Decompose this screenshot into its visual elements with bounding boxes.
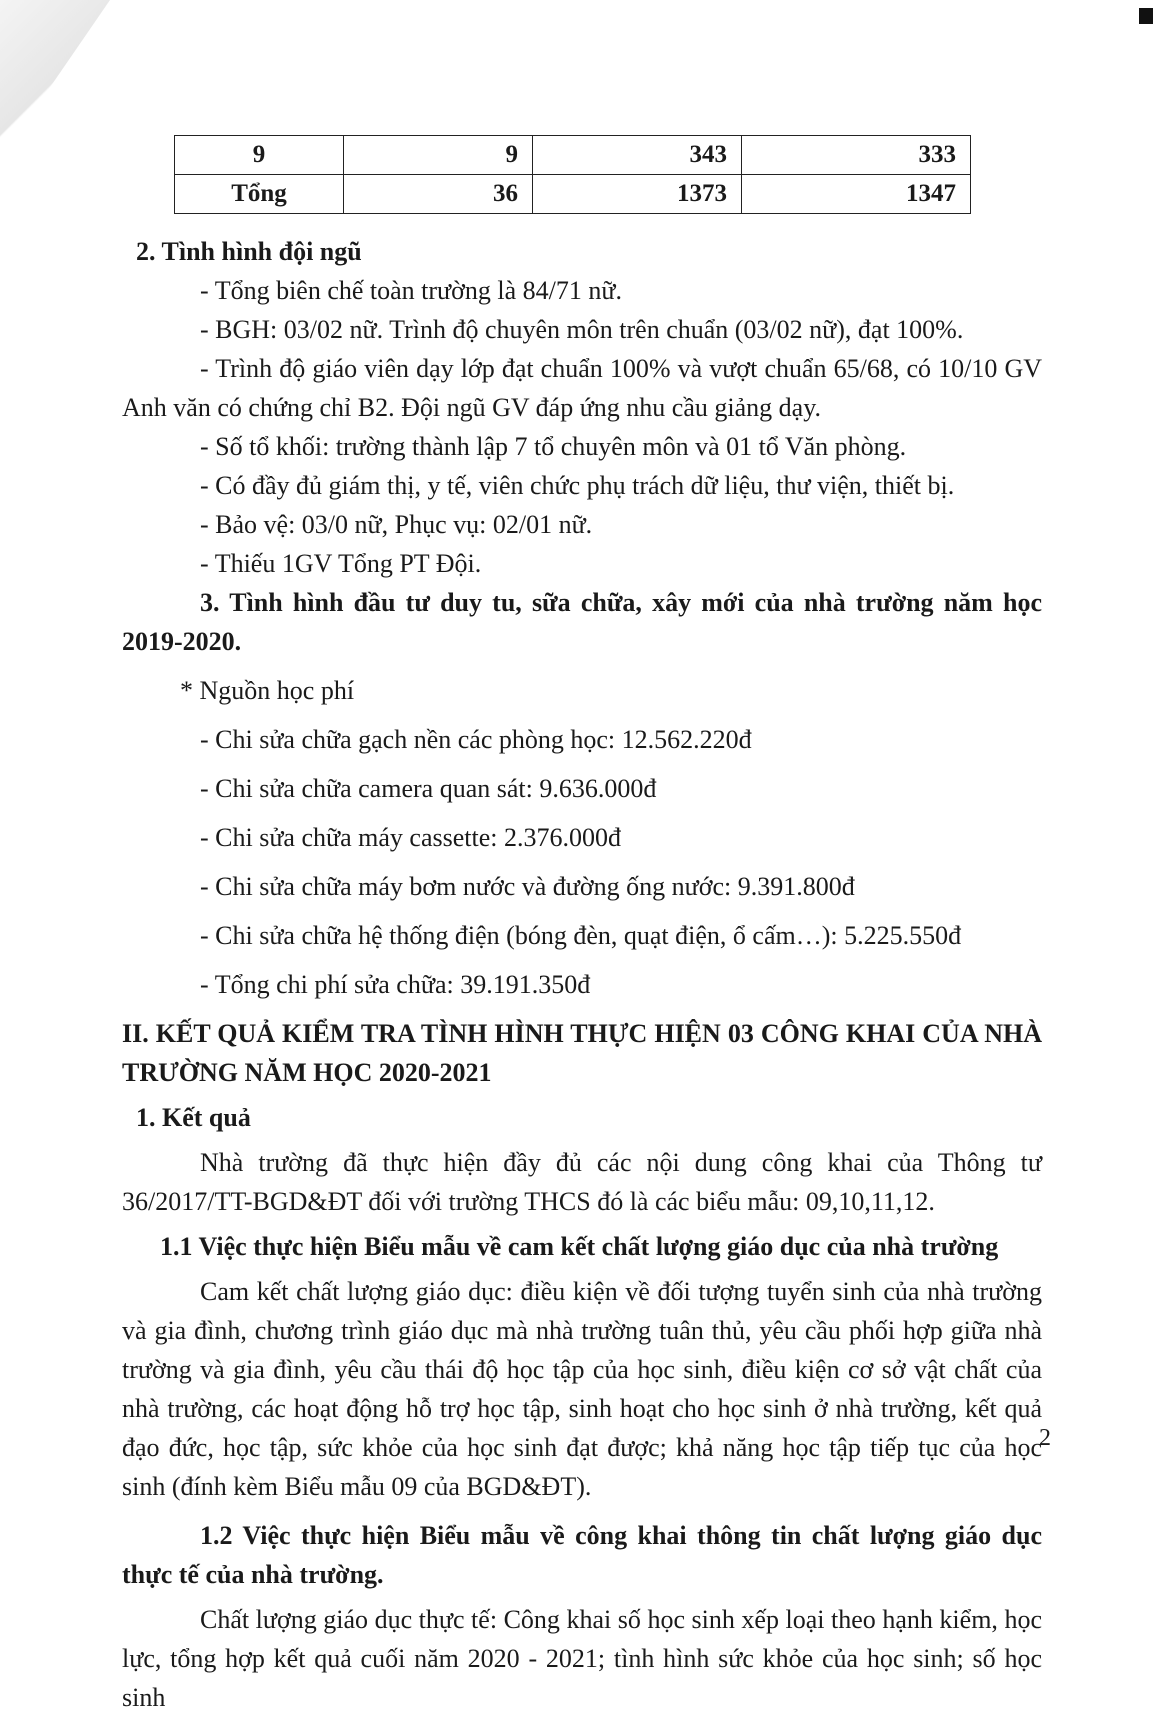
- list-item: - Tổng chi phí sửa chữa: 39.191.350đ: [200, 970, 591, 999]
- table-cell: 9: [344, 136, 533, 175]
- paragraph: Cam kết chất lượng giáo dục: điều kiện về đối tượng tuyển sinh của nhà trường và gia đình, chương trình giáo dục mà nhà trường tuân thủ, yêu cầu phối hợp giữa nhà trường và gia đình, yêu cầu thái độ học tập của học sinh, điều kiện cơ sở vật chất của nhà trường, các hoạt động hỗ trợ học tập, sinh hoạt cho học sinh ở nhà trường, kết quả đạo đức, học tập, sức khỏe của học sinh đạt được; khả năng học tập tiếp tục của học sinh (đính kèm Biểu mẫu 09 của BGD&ĐT).: [122, 1277, 1042, 1501]
- table-cell: 343: [533, 136, 742, 175]
- table-cell: 333: [742, 136, 971, 175]
- table-cell: 9: [175, 136, 344, 175]
- list-item: - Bảo vệ: 03/0 nữ, Phục vụ: 02/01 nữ.: [200, 510, 593, 539]
- grade-summary-table: [174, 135, 971, 214]
- paragraph: Nhà trường đã thực hiện đầy đủ các nội dung công khai của Thông tư 36/2017/TT-BGD&ĐT đối với trường THCS đó là các biểu mẫu: 09,10,11,12.: [122, 1148, 1042, 1216]
- list-item: - Chi sửa chữa gạch nền các phòng học: 12.562.220đ: [200, 725, 752, 754]
- list-item: - Tổng biên chế toàn trường là 84/71 nữ.: [200, 276, 622, 305]
- document-body: [122, 232, 1042, 1717]
- source-label: * Nguồn học phí: [180, 676, 355, 705]
- table-cell: 1373: [533, 175, 742, 214]
- list-item: - Chi sửa chữa máy cassette: 2.376.000đ: [200, 823, 621, 852]
- list-item: - Thiếu 1GV Tổng PT Đội.: [200, 549, 482, 578]
- table-row: [175, 175, 971, 214]
- list-item: - Trình độ giáo viên dạy lớp đạt chuẩn 100% và vượt chuẩn 65/68, có 10/10 GV Anh văn có chứng chỉ B2. Đội ngũ GV đáp ứng nhu cầu giảng dạy.: [122, 354, 1042, 422]
- paragraph: Chất lượng giáo dục thực tế: Công khai số học sinh xếp loại theo hạnh kiểm, học lực, tổng hợp kết quả cuối năm 2020 - 2021; tình hình sức khỏe của học sinh; số học sinh: [122, 1605, 1042, 1712]
- list-item: - Có đầy đủ giám thị, y tế, viên chức phụ trách dữ liệu, thư viện, thiết bị.: [200, 471, 955, 500]
- part-heading: II. KẾT QUẢ KIỂM TRA TÌNH HÌNH THỰC HIỆN 03 CÔNG KHAI CỦA NHÀ TRƯỜNG NĂM HỌC 2020-2021: [122, 1019, 1042, 1087]
- list-item: - Số tổ khối: trường thành lập 7 tổ chuyên môn và 01 tổ Văn phòng.: [200, 432, 907, 461]
- list-item: - Chi sửa chữa hệ thống điện (bóng đèn, quạt điện, ổ cấm…): 5.225.550đ: [200, 921, 962, 950]
- scan-corner-mark: [1139, 8, 1153, 24]
- table-cell: 36: [344, 175, 533, 214]
- subsection-heading: 1. Kết quả: [136, 1103, 251, 1132]
- table-cell: 1347: [742, 175, 971, 214]
- subsection-heading: 1.1 Việc thực hiện Biểu mẫu về cam kết chất lượng giáo dục của nhà trường: [160, 1232, 999, 1261]
- table-row: [175, 136, 971, 175]
- page-fold-corner: [0, 0, 110, 160]
- page-number: 2: [1039, 1425, 1051, 1451]
- section-heading: 2. Tình hình đội ngũ: [136, 237, 362, 266]
- list-item: - BGH: 03/02 nữ. Trình độ chuyên môn trên chuẩn (03/02 nữ), đạt 100%.: [200, 315, 964, 344]
- list-item: - Chi sửa chữa camera quan sát: 9.636.000đ: [200, 774, 657, 803]
- section-heading: 3. Tình hình đầu tư duy tu, sữa chữa, xây mới của nhà trường năm học 2019-2020.: [122, 588, 1042, 656]
- table-cell: Tổng: [175, 175, 344, 214]
- subsection-heading: 1.2 Việc thực hiện Biểu mẫu về công khai thông tin chất lượng giáo dục thực tế của nhà trường.: [122, 1521, 1042, 1589]
- list-item: - Chi sửa chữa máy bơm nước và đường ống nước: 9.391.800đ: [200, 872, 855, 901]
